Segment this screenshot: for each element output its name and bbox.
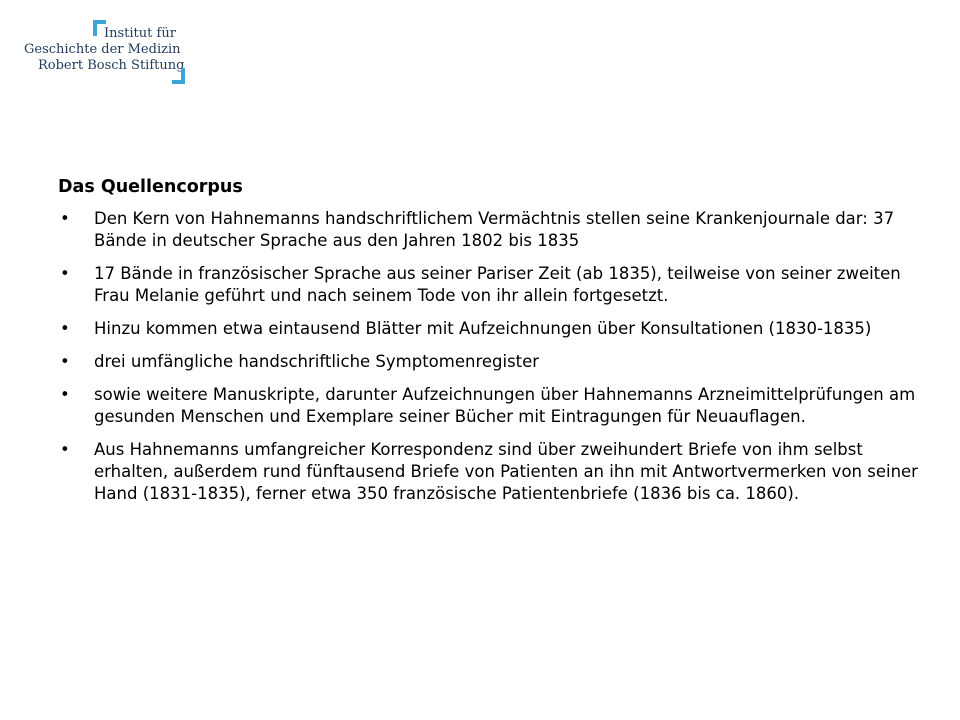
slide-title: Das Quellencorpus xyxy=(58,177,243,197)
bullet-list xyxy=(58,208,918,505)
logo-line-3: Robert Bosch Stiftung xyxy=(38,58,185,73)
bullet-text: Hinzu kommen etwa eintausend Blätter mit Aufzeichnungen über Konsultationen (1830-1835) xyxy=(94,319,872,338)
bullet-icon: • xyxy=(60,209,70,228)
slide-content xyxy=(58,174,918,516)
logo-line-1: Institut für xyxy=(104,26,176,41)
bullet-text: sowie weitere Manuskripte, darunter Aufzeichnungen über Hahnemanns Arzneimittelprüfungen am gesunden Menschen und Exemplare seiner Bücher mit Eintragungen für Neuauflagen. xyxy=(94,385,916,426)
bullet-text: Den Kern von Hahnemanns handschriftlichem Vermächtnis stellen seine Krankenjournale dar: 37 Bände in deutscher Sprache aus den Jahren 1802 bis 1835 xyxy=(94,209,895,250)
bullet-icon: • xyxy=(60,264,70,283)
bullet-icon: • xyxy=(60,319,70,338)
logo-bracket-bottom-icon xyxy=(172,68,185,84)
bullet-icon: • xyxy=(60,352,70,371)
bullet-item xyxy=(58,263,934,307)
bullet-text: drei umfängliche handschriftliche Symptomenregister xyxy=(94,352,540,371)
bullet-icon: • xyxy=(60,440,70,459)
bullet-item xyxy=(58,208,934,252)
bullet-text: Aus Hahnemanns umfangreicher Korrespondenz sind über zweihundert Briefe von ihm selbst erhalten, außerdem rund fünftausend Briefe von Patienten an ihn mit Antwortvermerken von seiner Hand (1831-1835), ferner etwa 350 französische Patientenbriefe (1836 bis ca. 1860). xyxy=(94,440,918,503)
bullet-icon: • xyxy=(60,385,70,404)
bullet-item xyxy=(58,384,934,428)
bullet-text: 17 Bände in französischer Sprache aus seiner Pariser Zeit (ab 1835), teilweise von seiner zweiten Frau Melanie geführt und nach seinem Tode von ihr allein fortgesetzt. xyxy=(94,264,901,305)
bullet-item xyxy=(58,351,934,373)
logo-line-2: Geschichte der Medizin xyxy=(24,42,181,57)
bullet-item xyxy=(58,318,934,340)
bullet-item xyxy=(58,439,934,505)
institute-logo xyxy=(24,18,194,88)
